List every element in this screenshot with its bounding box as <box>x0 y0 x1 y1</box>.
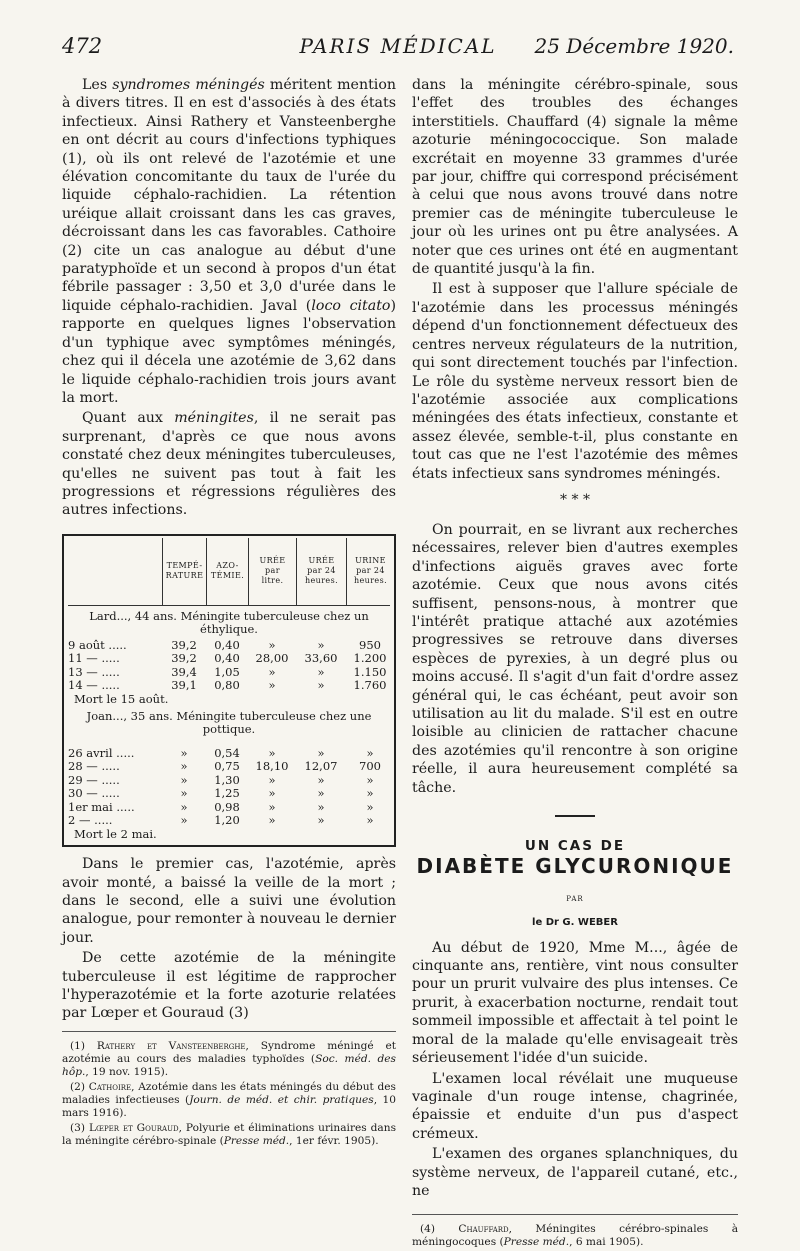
article-subtitle: UN CAS DE <box>524 838 626 855</box>
case1-rows <box>68 639 390 693</box>
paragraph: Quant aux méningites, il ne serait pas surprenant, d'après ce que nous avons constaté chez deux méningites tuberculeuses, qu'elles ne suivent pas tout à fait les progressions et régressions régulières des autres infections. <box>62 410 396 519</box>
table-cell: » <box>366 745 374 760</box>
table-cell: 39,4 <box>171 664 197 679</box>
table-cell: 39,1 <box>171 678 197 693</box>
left-column <box>62 76 396 1150</box>
paragraph: L'examen des organes splanchniques, du système nerveux, de l'appareil cutané, etc., ne <box>412 1146 738 1199</box>
paragraph: Dans le premier cas, l'azotémie, après avoir monté, a baissé la veille de la mort ; dans le second, elle a suivi une évolution analogue, pour remonter à nouveau le dernier jour. <box>62 856 396 946</box>
page-number: 472 <box>62 34 103 58</box>
table-cell: » <box>180 759 188 774</box>
table-cell: 1,25 <box>214 786 240 801</box>
table-cell: » <box>366 786 374 801</box>
footnote: (1) Rathery et Vansteenberghe, Syndrome méningé et azotémie au cours des maladies typhoïdes (Soc. méd. des hôp., 19 nov. 1915). <box>62 1039 397 1078</box>
table-header <box>68 538 390 606</box>
table-cell: 0,75 <box>214 759 240 774</box>
table-cell: » <box>366 813 374 828</box>
table-cell: » <box>180 799 188 814</box>
table-cell: 1,30 <box>214 772 240 787</box>
paragraph: L'examen local révélait une muqueuse vaginale d'un rouge intense, chagrinée, épaissie et enduite d'un pus d'aspect crémeux. <box>412 1070 738 1142</box>
table-cell: » <box>317 745 325 760</box>
table-row <box>68 639 390 653</box>
table-cell: » <box>268 786 276 801</box>
table-cell: 11 — ..... <box>68 651 120 666</box>
table-cell: 1,05 <box>214 664 240 679</box>
case-caption: Lard..., 44 ans. Méningite tuberculeuse chez un éthylique. <box>89 608 369 637</box>
table-cell: 28,00 <box>255 651 289 666</box>
table-cell: 1.200 <box>353 651 387 666</box>
running-header <box>62 34 734 64</box>
table-cell: 1er mai ..... <box>68 799 135 814</box>
table-cell: 0,54 <box>214 745 240 760</box>
table-cell: » <box>317 637 325 652</box>
table-cell: 12,07 <box>304 759 338 774</box>
table-cell: » <box>317 786 325 801</box>
table-cell: » <box>268 772 276 787</box>
table-row <box>68 774 390 788</box>
table-cell: 33,60 <box>304 651 338 666</box>
table-cell: 18,10 <box>255 759 289 774</box>
table-cell: 13 — ..... <box>68 664 120 679</box>
col-header-urine-24h: URINE par 24 heures. <box>346 538 394 605</box>
azotemia-table <box>62 534 396 847</box>
table-cell: » <box>268 678 276 693</box>
table-row <box>68 760 390 774</box>
table-cell: 0,80 <box>214 678 240 693</box>
paragraph: Au début de 1920, Mme M..., âgée de cinquante ans, rentière, vint nous consulter pour un prurit vulvaire des plus intenses. Ce prurit, à exacerbation nocturne, rendait tout sommeil impossible et affectait à tel point le moral de la malade qu'elle envisageait très sérieusement l'idée d'un suicide. <box>412 939 738 1067</box>
table-cell: 30 — ..... <box>68 786 120 801</box>
table-cell: 9 août ..... <box>68 637 127 652</box>
table-cell: » <box>317 799 325 814</box>
col-header-uree-litre: URÉE par litre. <box>248 538 296 605</box>
table-cell: » <box>268 637 276 652</box>
table-row <box>68 747 390 761</box>
table-cell: 0,40 <box>214 651 240 666</box>
footnote: (2) Cathoire, Azotémie dans les états méningés du début des maladies infectieuses (Journ. de méd. et chir. pratiques, 10 mars 1916). <box>62 1080 396 1119</box>
table-cell: 0,98 <box>214 799 240 814</box>
byline-par: PAR <box>566 894 584 903</box>
table-cell: » <box>180 813 188 828</box>
col-header-uree-24h: URÉE par 24 heures. <box>296 538 346 605</box>
table-row <box>68 666 390 680</box>
table-cell: 28 — ..... <box>68 759 120 774</box>
table-cell: » <box>180 772 188 787</box>
footnotes <box>412 1214 738 1249</box>
table-cell: 0,40 <box>214 637 240 652</box>
table-row <box>68 814 390 828</box>
table-cell: » <box>317 678 325 693</box>
table-row <box>68 679 390 693</box>
footnotes <box>62 1031 396 1148</box>
table-cell: 950 <box>359 637 381 652</box>
table-row <box>68 652 390 666</box>
death-note: Mort le 2 mai. <box>74 826 157 841</box>
article-author: le Dr G. WEBER <box>532 917 618 929</box>
case-caption: Joan..., 35 ans. Méningite tuberculeuse chez une pottique. <box>86 708 372 737</box>
issue-date: 25 Décembre 1920. <box>534 34 734 58</box>
table-cell: » <box>180 745 188 760</box>
table-cell: » <box>180 786 188 801</box>
table-row <box>68 787 390 801</box>
col-header-azotemie: AZO- TÉMIE. <box>206 538 248 605</box>
table-cell: 39,2 <box>171 637 197 652</box>
table-cell: » <box>366 772 374 787</box>
death-note: Mort le 15 août. <box>74 691 169 706</box>
paragraph: Il est à supposer que l'allure spéciale de l'azotémie dans les processus méningés dépend d'un fonctionnement défectueux des centres nerveux régulateurs de la nutrition, qui sont directement touchés par l'infection. Le rôle du système nerveux ressort bien de l'azotémie associée aux complications méningées des états infectieux, constante et assez élevée, semble-t-il, plus constante en tout cas que ne l'est l'azotémie des mêmes états infectieux sans syndromes méningés. <box>412 281 738 482</box>
right-column <box>412 76 738 1251</box>
table-cell: » <box>268 745 276 760</box>
table-cell: 1.760 <box>353 678 387 693</box>
footnote: (4) Chauffard, Méningites cérébro-spinales à méningocoques (Presse méd., 6 mai 1905). <box>412 1223 739 1249</box>
table-cell: » <box>317 772 325 787</box>
case2-rows <box>68 747 390 828</box>
table-cell: » <box>317 813 325 828</box>
paragraph: On pourrait, en se livrant aux recherches nécessaires, relever bien d'autres exemples d'infections aiguës graves avec forte azotémie. Ceux que nous avons cités suffisent, pensons-nous, à montrer que l'intérêt pratique attaché aux azotémies progressives se retrouve dans diverses espèces de pyrexies, à un degré plus ou moins accusé. Il s'agit d'un fait d'ordre assez général qui, le cas échéant, peut avoir son utilisation au lit du malade. S'il est en outre loisible au clinicien de rattacher chacune des azotémies qu'il rencontre à son origine réelle, il aura heureusement complété sa tâche. <box>412 521 738 796</box>
table-cell: 1.150 <box>353 664 387 679</box>
table-cell: 2 — ..... <box>68 813 113 828</box>
table-cell: » <box>268 813 276 828</box>
table-cell: 14 — ..... <box>68 678 120 693</box>
paragraph: dans la méningite cérébro-spinale, sous l'effet des troubles des échanges interstitiels. Chauffard (4) signale la même azoturie méningococcique. Son malade excrétait en moyenne 33 grammes d'urée par jour, chiffre qui correspond précisément à celui que nous avons trouvé dans notre premier cas de méningite tuberculeuse le jour où les urines ont pu être analysées. A noter que ces urines ont été en augmentant de quantité jusqu'à la fin. <box>412 77 738 278</box>
table-cell: » <box>366 799 374 814</box>
table-cell: 26 avril ..... <box>68 745 135 760</box>
table-cell: » <box>317 664 325 679</box>
footnote: (3) Lœper et Gouraud, Polyurie et éliminations urinaires dans la méningite cérébro-spinale (Presse méd., 1er févr. 1905). <box>62 1121 397 1147</box>
table-cell: 700 <box>359 759 381 774</box>
article-divider <box>555 815 595 817</box>
journal-title: PARIS MÉDICAL <box>299 34 497 58</box>
table-cell: 1,20 <box>214 813 240 828</box>
article-title: DIABÈTE GLYCURONIQUE <box>416 854 734 879</box>
table-cell: » <box>268 799 276 814</box>
table-row <box>68 801 390 815</box>
table-cell: » <box>268 664 276 679</box>
col-header-temperature: TEMPÉ- RATURE <box>162 538 206 605</box>
paragraph: Les syndromes méningés méritent mention à divers titres. Il en est d'associés à des états infectieux. Ainsi Rathery et Vansteenberghe en ont décrit au cours d'infections typhiques (1), où ils ont relevé de l'azotémie et une élévation concomitante du taux de l'urée du liquide céphalo-rachidien. La rétention uréique allait croissant dans les cas graves, décroissant dans les cas favorables. Cathoire (2) cite un cas analogue au début d'une paratyphoïde et un second à propos d'un état fébrile passager : 3,50 et 3,0 d'urée dans le liquide céphalo-rachidien. Javal (loco citato) rapporte en quelques lignes l'observation d'un typhique avec symptômes méningés, chez qui il décela une azotémie de 3,62 dans le liquide céphalo-rachidien trois jours avant la mort. <box>62 77 397 406</box>
paragraph: De cette azotémie de la méningite tuberculeuse il est légitime de rapprocher l'hyperazotémie et la forte azoturie relatées par Lœper et Gouraud (3) <box>62 950 396 1022</box>
table-cell: 39,2 <box>171 651 197 666</box>
table-cell: 29 — ..... <box>68 772 120 787</box>
section-separator-stars: * * * <box>560 491 590 508</box>
